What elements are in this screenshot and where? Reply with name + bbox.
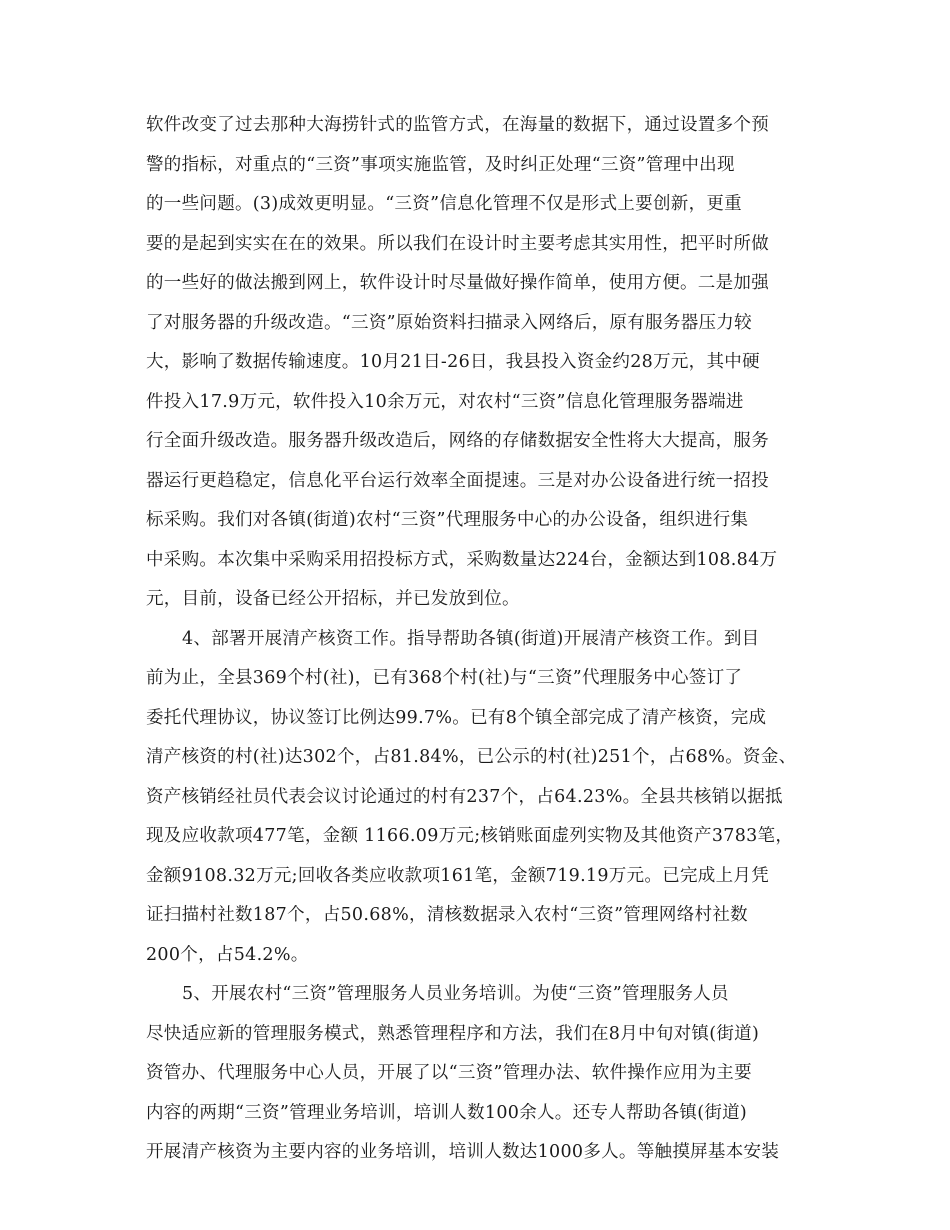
text-line: 资管办、代理服务中心人员，开展了以“三资”管理办法、软件操作应用为主要 xyxy=(146,1063,752,1083)
text-line: 了对服务器的升级改造。“三资”原始资料扫描录入网络后，原有服务器压力较 xyxy=(146,312,752,333)
paragraph-5-first-line: 5、开展农村“三资”管理服务人员业务培训。为使“三资”管理服务人员 xyxy=(182,984,729,1004)
text-line: 尽快适应新的管理服务模式，熟悉管理程序和方法，我们在8月中旬对镇(街道) xyxy=(146,1023,760,1044)
paragraph-4-first-line: 4、部署开展清产核资工作。指导帮助各镇(街道)开展清产核资工作。到目 xyxy=(182,628,760,649)
text-line: 中采购。本次集中采购采用招投标方式，采购数量达224台，金额达到108.84万 xyxy=(146,549,778,570)
text-line: 清产核资的村(社)达302个，占81.84%，已公示的村(社)251个，占68%。资金、 xyxy=(146,747,797,767)
text-line: 件投入17.9万元，软件投入10余万元，对农村“三资”信息化管理服务器端进 xyxy=(146,391,744,412)
document-body xyxy=(146,106,826,1173)
text-line: 行全面升级改造。服务器升级改造后，网络的存储数据安全性将大大提高，服务 xyxy=(146,431,769,451)
text-line: 标采购。我们对各镇(街道)农村“三资”代理服务中心的办公设备，组织进行集 xyxy=(146,510,749,530)
text-line: 的一些好的做法搬到网上，软件设计时尽量做好操作简单，使用方便。二是加强 xyxy=(146,273,769,293)
text-line: 现及应收款项477笔，金额 1166.09万元;核销账面虚列实物及其他资产3783笔， xyxy=(146,826,794,846)
text-line: 资产核销经社员代表会议讨论通过的村有237个，占64.23%。全县共核销以据抵 xyxy=(146,786,783,807)
text-line: 开展清产核资为主要内容的业务培训，培训人数达1000多人。等触摸屏基本安装 xyxy=(146,1142,780,1162)
text-line: 内容的两期“三资”管理业务培训，培训人数100余人。还专人帮助各镇(街道) xyxy=(146,1102,748,1123)
text-line: 200个，占54.2%。 xyxy=(146,944,309,965)
text-line: 软件改变了过去那种大海捞针式的监管方式，在海量的数据下，通过设置多个预 xyxy=(146,115,769,135)
text-line: 的一些问题。(3)成效更明显。“三资”信息化管理不仅是形式上要创新，更重 xyxy=(146,194,742,214)
text-line: 警的指标，对重点的“三资”事项实施监管，及时纠正处理“三资”管理中出现 xyxy=(146,154,735,175)
text-line: 前为止，全县369个村(社)，已有368个村(社)与“三资”代理服务中心签订了 xyxy=(146,668,743,688)
text-line: 委托代理协议，协议签订比例达99.7%。已有8个镇全部完成了清产核资，完成 xyxy=(146,707,767,728)
text-line: 要的是起到实实在在的效果。所以我们在设计时主要考虑其实用性，把平时所做 xyxy=(146,233,769,254)
text-line: 元，目前，设备已经公开招标，并已发放到位。 xyxy=(146,589,520,609)
text-line: 器运行更趋稳定，信息化平台运行效率全面提速。三是对办公设备进行统一招投 xyxy=(146,470,769,491)
text-line: 金额9108.32万元;回收各类应收款项161笔，金额719.19万元。已完成上月凭 xyxy=(146,865,769,886)
text-line: 大，影响了数据传输速度。10月21日-26日，我县投入资金约28万元，其中硬 xyxy=(146,352,760,372)
text-line: 证扫描村社数187个，占50.68%，清核数据录入农村“三资”管理网络村社数 xyxy=(146,905,748,925)
